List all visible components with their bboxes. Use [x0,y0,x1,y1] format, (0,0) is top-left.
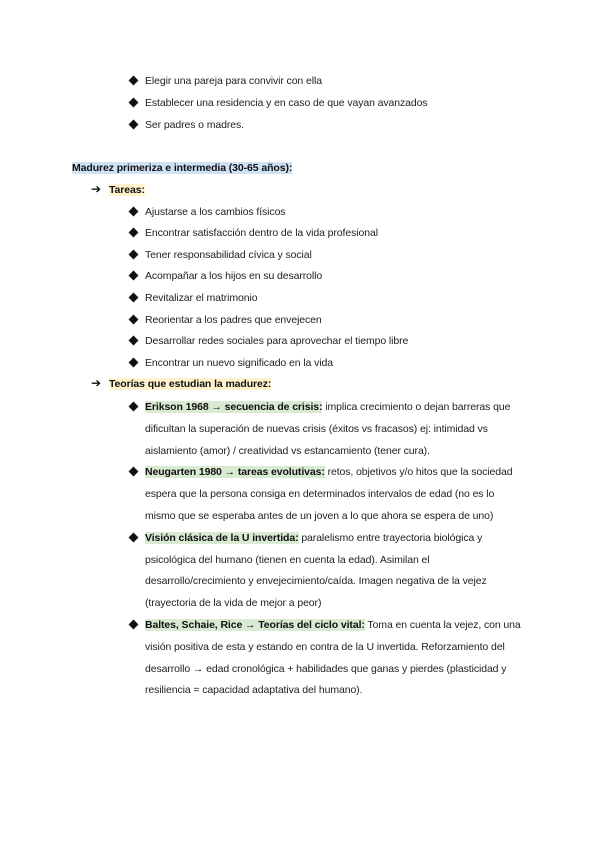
theory-text-line: desarrollo → edad cronológica + habilidades que ganas y pierdes (plasticidad y [145,663,507,675]
bullet-diamond-icon [129,467,139,477]
bullet-diamond-icon [129,620,139,630]
bullet-diamond-icon [129,293,139,303]
theory-text-line: aislamiento (amor) / creatividad vs estancamiento (tener cura). [145,445,430,457]
bullet-diamond-icon [129,76,139,86]
theory-text-line: resiliencia = capacidad adaptativa del humano). [145,684,363,696]
list-item: Reorientar a los padres que envejecen [145,314,322,326]
bullet-diamond-icon [129,228,139,238]
section-heading-text: Madurez primeriza e intermedia (30-65 años): [72,162,293,174]
theory-item-first-line [145,400,510,414]
list-item: Encontrar un nuevo significado en la vida [145,357,333,369]
list-item: Establecer una residencia y en caso de que vayan avanzados [145,97,428,109]
bullet-diamond-icon [129,271,139,281]
theory-text-line: (trayectoria de la vida de mejor a peor) [145,597,322,609]
theory-title: Baltes, Schaie, Rice → Teorías del ciclo vital: [145,619,365,631]
list-item: Revitalizar el matrimonio [145,292,258,304]
bullet-diamond-icon [129,250,139,260]
bullet-diamond-icon [129,120,139,130]
theory-item-first-line [145,465,512,479]
theory-text-line: dificultan la superación de nuevas crisis (éxitos vs fracasos) ej: intimidad vs [145,423,488,435]
theory-text-line: mismo que se esperaba antes de un joven a lo que ahora se espera de uno) [145,510,494,522]
arrow-right-icon: ➔ [91,376,102,390]
bullet-diamond-icon [129,315,139,325]
tareas-heading [109,183,145,197]
teorias-heading [109,377,271,391]
list-item: Tener responsabilidad cívica y social [145,249,312,261]
bullet-diamond-icon [129,358,139,368]
tareas-heading-text: Tareas: [109,184,145,196]
theory-item-first-line [145,531,482,545]
theory-text: retos, objetivos y/o hitos que la sociedad [324,466,513,478]
list-item: Acompañar a los hijos en su desarrollo [145,270,323,282]
theory-text-line: desarrollo/crecimiento y envejecimiento/caída. Imagen negativa de la vejez [145,575,487,587]
theory-text: Toma en cuenta la vejez, con una [364,619,521,631]
theory-text-line: psicológica del humano (tienen en cuenta la edad). Asimilan el [145,554,430,566]
theory-text-line: visión positiva de esta y estando en contra de la U invertida. Reforzamiento del [145,641,505,653]
list-item: Desarrollar redes sociales para aprovechar el tiempo libre [145,335,409,347]
theory-item-first-line [145,618,521,632]
bullet-diamond-icon [129,402,139,412]
arrow-right-icon: ➔ [91,182,102,196]
theory-title: Visión clásica de la U invertida: [145,532,299,544]
list-item: Ajustarse a los cambios físicos [145,206,286,218]
list-item: Ser padres o madres. [145,119,244,131]
section-heading [72,161,292,175]
bullet-diamond-icon [129,207,139,217]
bullet-diamond-icon [129,98,139,108]
theory-text: paralelismo entre trayectoria biológica y [298,532,483,544]
teorias-heading-text: Teorías que estudian la madurez: [109,378,272,390]
theory-text: implica crecimiento o dejan barreras que [322,401,511,413]
list-item: Encontrar satisfacción dentro de la vida profesional [145,227,378,239]
list-item: Elegir una pareja para convivir con ella [145,75,322,87]
theory-title: Neugarten 1980 → tareas evolutivas: [145,466,325,478]
theory-title: Erikson 1968 → secuencia de crisis: [145,401,323,413]
theory-text-line: espera que la persona consiga en determinados intervalos de edad (no es lo [145,488,495,500]
bullet-diamond-icon [129,336,139,346]
bullet-diamond-icon [129,533,139,543]
